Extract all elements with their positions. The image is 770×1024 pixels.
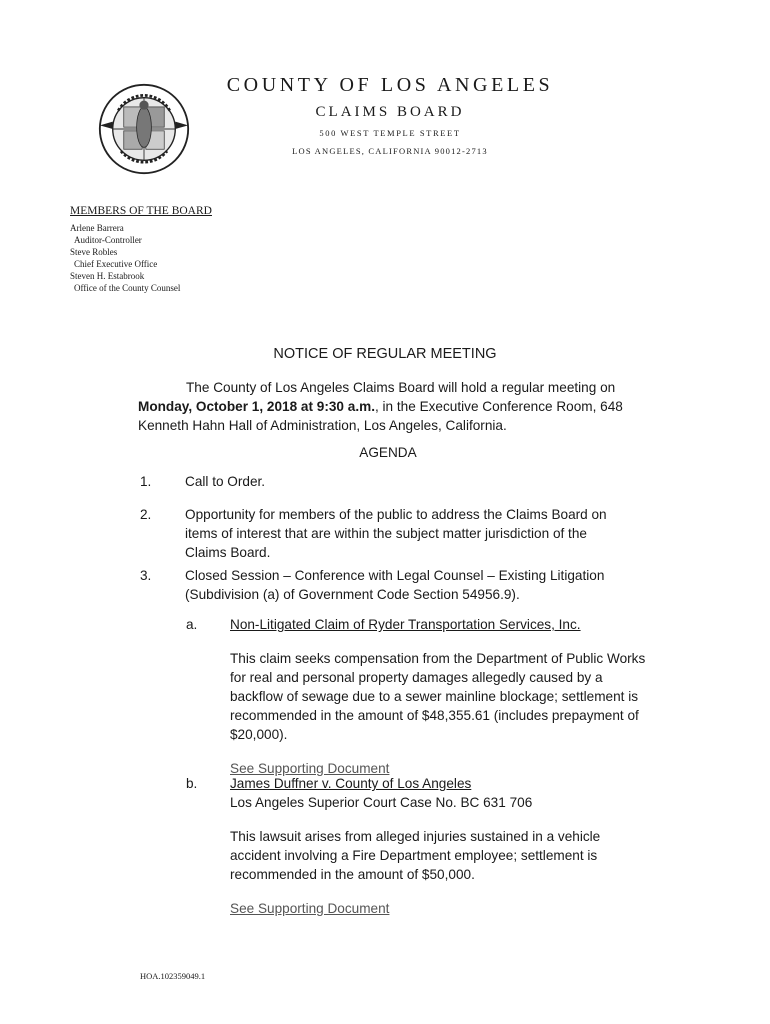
member-name: Steve Robles bbox=[70, 247, 118, 257]
supporting-document-link[interactable]: See Supporting Document bbox=[230, 761, 390, 776]
document-id: HOA.102359049.1 bbox=[140, 971, 206, 981]
member-name: Steven H. Estabrook bbox=[70, 271, 145, 281]
subitem-title: James Duffner v. County of Los Angeles bbox=[230, 776, 472, 791]
notice-title: NOTICE OF REGULAR MEETING bbox=[273, 346, 497, 362]
county-seal-icon bbox=[98, 83, 190, 175]
item-number: 1. bbox=[140, 474, 152, 489]
subitem-title: Non-Litigated Claim of Ryder Transportation Services, Inc. bbox=[230, 617, 581, 632]
county-title: COUNTY OF LOS ANGELES bbox=[226, 74, 554, 96]
members-block bbox=[70, 205, 212, 294]
member-role: Auditor-Controller bbox=[74, 235, 142, 245]
item-text: Opportunity for members of the public to address the Claims Board on items of interest that are within the subject matter jurisdiction of the Claims Board. bbox=[185, 507, 607, 560]
meeting-intro bbox=[138, 378, 658, 435]
member-entry bbox=[70, 270, 212, 294]
board-title: CLAIMS BOARD bbox=[315, 104, 465, 120]
member-name: Arlene Barrera bbox=[70, 223, 124, 233]
item-text: Call to Order. bbox=[185, 474, 266, 489]
item-number: 2. bbox=[140, 507, 152, 522]
street-address: 500 WEST TEMPLE STREET bbox=[319, 128, 461, 138]
intro-location: , in the Executive Conference Room, 648 Kenneth Hahn Hall of Administration, Los Angeles, California. bbox=[138, 399, 623, 433]
member-role: Office of the County Counsel bbox=[74, 283, 181, 293]
subitem-case-number: Los Angeles Superior Court Case No. BC 631 706 bbox=[230, 795, 533, 810]
city-address: LOS ANGELES, CALIFORNIA 90012-2713 bbox=[292, 146, 488, 156]
subitem-description: This claim seeks compensation from the Department of Public Works for real and personal property damages allegedly caused by a backflow of sewage due to a sewer mainline blockage; settlement is recommended in the amount of $48,355.61 (includes prepayment of $20,000). bbox=[230, 651, 646, 742]
intro-text: The County of Los Angeles Claims Board will hold a regular meeting on bbox=[186, 380, 616, 395]
subitem-letter: a. bbox=[186, 617, 198, 632]
subitem-description: This lawsuit arises from alleged injuries sustained in a vehicle accident involving a Fire Department employee; settlement is recommended in the amount of $50,000. bbox=[230, 829, 601, 882]
item-number: 3. bbox=[140, 568, 152, 583]
member-role: Chief Executive Office bbox=[74, 259, 158, 269]
item-text: Closed Session – Conference with Legal Counsel – Existing Litigation (Subdivision (a) of Government Code Section 54956.9). bbox=[185, 568, 605, 602]
members-heading: MEMBERS OF THE BOARD bbox=[70, 205, 212, 217]
subitem-letter: b. bbox=[186, 776, 198, 791]
agenda-heading: AGENDA bbox=[359, 445, 417, 460]
supporting-document-link[interactable]: See Supporting Document bbox=[230, 901, 390, 916]
member-entry bbox=[70, 246, 212, 270]
member-entry bbox=[70, 222, 212, 246]
meeting-datetime: Monday, October 1, 2018 at 9:30 a.m. bbox=[138, 399, 375, 414]
